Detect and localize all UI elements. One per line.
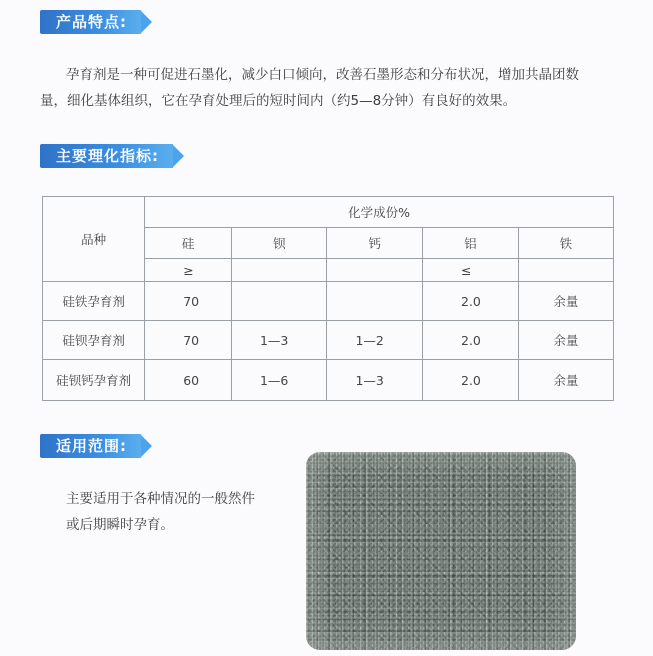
spec-table bbox=[42, 196, 614, 401]
row-name: 硅铁孕育剂 bbox=[43, 282, 145, 321]
table-header-row bbox=[43, 197, 614, 228]
row-fe: 余量 bbox=[518, 282, 613, 321]
element-ba: 钡 bbox=[231, 228, 327, 259]
row-ca bbox=[327, 282, 423, 321]
element-ca: 钙 bbox=[327, 228, 423, 259]
row-ca: 1—3 bbox=[327, 360, 423, 401]
usage-text-line1: 主要适用于各种情况的一般然件 bbox=[66, 491, 255, 507]
header-arrow-icon bbox=[140, 434, 152, 458]
section-header-usage bbox=[40, 434, 152, 458]
section-title-specs: 主要理化指标: bbox=[40, 144, 173, 168]
row-ca: 1—2 bbox=[327, 321, 423, 360]
row-si: 70 bbox=[145, 321, 232, 360]
header-chem: 化学成份% bbox=[145, 197, 614, 228]
row-ba: 1—3 bbox=[231, 321, 327, 360]
usage-text-line2: 或后期瞬时孕育。 bbox=[66, 517, 174, 533]
row-ba bbox=[231, 282, 327, 321]
header-arrow-icon bbox=[172, 144, 184, 168]
section-header-specs bbox=[40, 144, 184, 168]
table-row bbox=[43, 282, 614, 321]
limit-fe bbox=[518, 259, 613, 282]
element-si: 硅 bbox=[145, 228, 232, 259]
row-si: 60 bbox=[145, 360, 232, 401]
section-title-usage: 适用范围: bbox=[40, 434, 141, 458]
features-text-line1: 孕育剂是一种可促进石墨化，减少白口倾向，改善石墨形态和分布状况，增加共晶团数 bbox=[66, 67, 579, 83]
section-header-features bbox=[40, 10, 152, 34]
features-text-line2: 量，细化基体组织，它在孕育处理后的短时间内（约5—8分钟）有良好的效果。 bbox=[40, 93, 517, 109]
header-arrow-icon bbox=[140, 10, 152, 34]
header-variety: 品种 bbox=[43, 197, 145, 282]
limit-si: ≥ bbox=[145, 259, 232, 282]
limit-ba bbox=[231, 259, 327, 282]
row-al: 2.0 bbox=[423, 321, 519, 360]
row-name: 硅钡孕育剂 bbox=[43, 321, 145, 360]
row-fe: 余量 bbox=[518, 321, 613, 360]
product-granules-image bbox=[306, 452, 576, 650]
table-row bbox=[43, 360, 614, 401]
element-al: 铝 bbox=[423, 228, 519, 259]
section-title-features: 产品特点: bbox=[40, 10, 141, 34]
limit-al: ≤ bbox=[423, 259, 519, 282]
row-name: 硅钡钙孕育剂 bbox=[43, 360, 145, 401]
row-fe: 余量 bbox=[518, 360, 613, 401]
limit-ca bbox=[327, 259, 423, 282]
table-row bbox=[43, 321, 614, 360]
row-al: 2.0 bbox=[423, 282, 519, 321]
row-al: 2.0 bbox=[423, 360, 519, 401]
row-ba: 1—6 bbox=[231, 360, 327, 401]
element-fe: 铁 bbox=[518, 228, 613, 259]
row-si: 70 bbox=[145, 282, 232, 321]
